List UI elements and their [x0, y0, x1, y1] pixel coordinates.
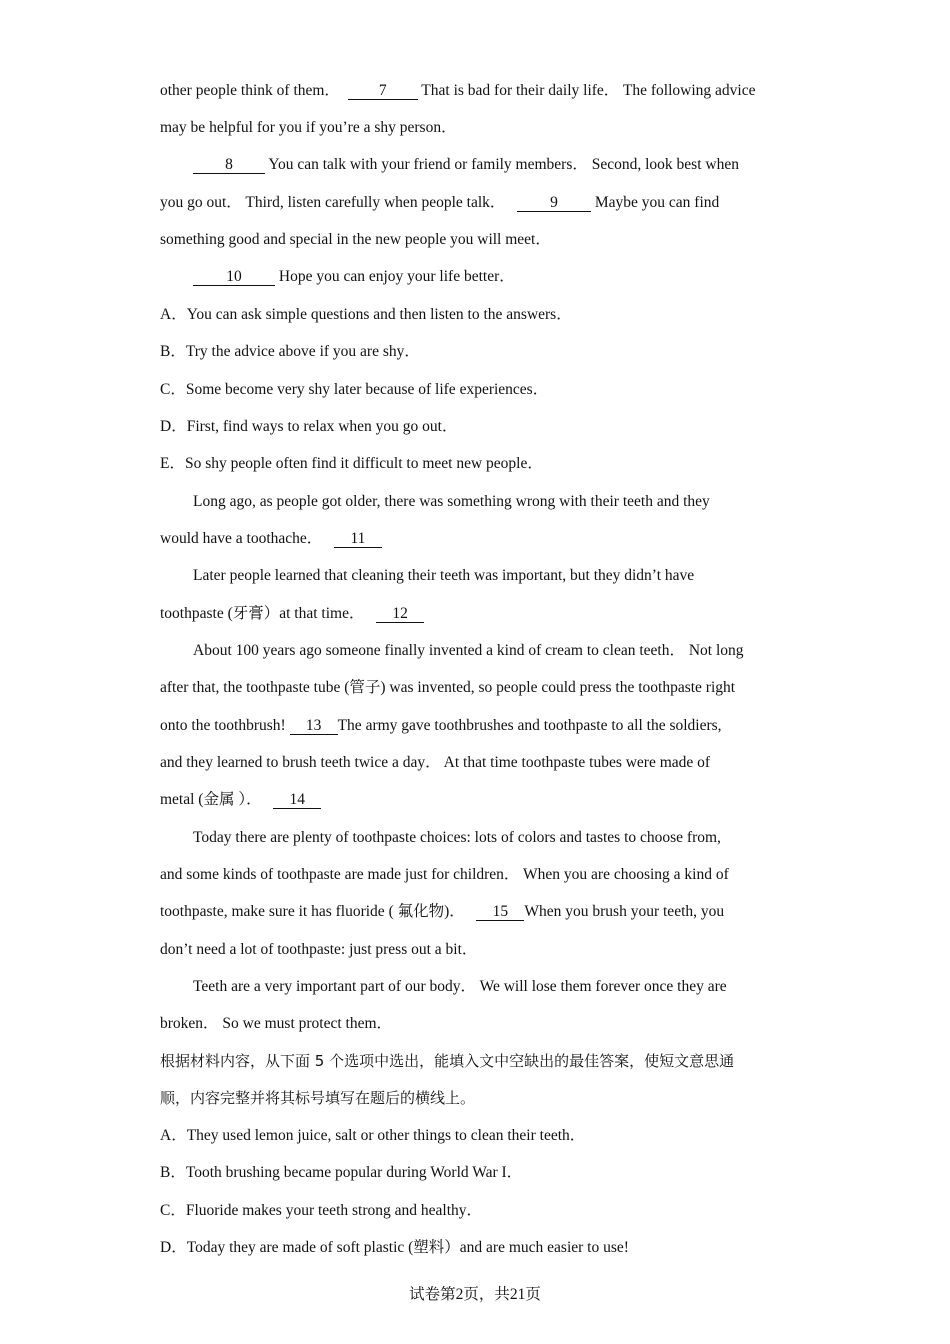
text: metal (金属 ）． — [160, 791, 262, 808]
passage2-line: Teeth are a very important part of our body． We will lose them forever once they are — [193, 978, 727, 995]
passage1-line: something good and special in the new people you will meet． — [160, 231, 551, 248]
passage2-line — [160, 902, 800, 922]
text: other people think of them． — [160, 82, 340, 99]
page-footer: 试卷第2页，共21页 — [409, 1286, 541, 1303]
option-c: C．Fluoride makes your teeth strong and healthy． — [160, 1202, 482, 1219]
passage1-line — [193, 155, 833, 175]
text: Hope you can enjoy your life better． — [278, 268, 515, 285]
instruction-line: 根据材料内容，从下面 5 个选项中选出，能填入文中空缺出的最佳答案，使短文意思通 — [160, 1052, 735, 1070]
passage2-line: Later people learned that cleaning their teeth was important, but they didn’t have — [193, 567, 695, 584]
option-d: D．Today they are made of soft plastic (塑料）and are much easier to use! — [160, 1239, 629, 1256]
blank-8: 8 — [193, 157, 265, 174]
option-b: B．Try the advice above if you are shy． — [160, 343, 420, 360]
passage2-line: after that, the toothpaste tube (管子) was invented, so people could press the toothpaste right — [160, 679, 736, 696]
passage2-line — [160, 604, 800, 624]
option-a: A．You can ask simple questions and then listen to the answers． — [160, 306, 572, 323]
option-b: B．Tooth brushing became popular during World War I． — [160, 1164, 523, 1181]
passage1-line — [160, 81, 800, 101]
passage2-line — [160, 529, 800, 549]
text: onto the toothbrush! — [160, 717, 286, 734]
passage2-line: broken． So we must protect them． — [160, 1015, 393, 1032]
passage2-line: and some kinds of toothpaste are made just for children． When you are choosing a kind of — [160, 866, 729, 883]
text: That is bad for their daily life． The following advice — [421, 82, 756, 99]
text: Maybe you can find — [594, 194, 720, 211]
blank-10: 10 — [193, 269, 275, 286]
text: When you brush your teeth, you — [524, 903, 725, 920]
text: toothpaste (牙膏）at that time． — [160, 605, 365, 622]
passage1-line: may be helpful for you if you’re a shy person． — [160, 119, 457, 136]
option-c: C．Some become very shy later because of life experiences． — [160, 381, 549, 398]
blank-7: 7 — [348, 83, 418, 100]
text: you go out． Third, listen carefully when people talk． — [160, 194, 506, 211]
option-a: A．They used lemon juice, salt or other things to clean their teeth． — [160, 1127, 586, 1144]
blank-9: 9 — [517, 195, 591, 212]
passage2-line: Long ago, as people got older, there was something wrong with their teeth and they — [193, 493, 710, 510]
option-d: D．First, find ways to relax when you go out． — [160, 418, 458, 435]
text: toothpaste, make sure it has fluoride ( 氟化物)． — [160, 903, 465, 920]
option-e: E．So shy people often find it difficult to meet new people． — [160, 455, 543, 472]
passage2-line: About 100 years ago someone finally invented a kind of cream to clean teeth． Not long — [193, 642, 744, 659]
passage2-line — [160, 790, 800, 810]
text: You can talk with your friend or family members． Second, look best when — [268, 156, 739, 173]
text: The army gave toothbrushes and toothpaste to all the soldiers, — [337, 717, 722, 734]
instruction-line: 顺，内容完整并将其标号填写在题后的横线上。 — [160, 1089, 476, 1107]
blank-15: 15 — [476, 904, 524, 921]
blank-13: 13 — [290, 718, 338, 735]
text: would have a toothache． — [160, 530, 323, 547]
blank-14: 14 — [273, 792, 321, 809]
blank-12: 12 — [376, 606, 424, 623]
passage1-line — [193, 267, 833, 287]
passage1-line — [160, 193, 800, 213]
passage2-line — [160, 716, 800, 736]
blank-11: 11 — [334, 531, 382, 548]
passage2-line: and they learned to brush teeth twice a day． At that time toothpaste tubes were made of — [160, 754, 711, 771]
passage2-line: Today there are plenty of toothpaste choices: lots of colors and tastes to choose from, — [193, 829, 721, 846]
passage2-line: don’t need a lot of toothpaste: just press out a bit． — [160, 941, 478, 958]
